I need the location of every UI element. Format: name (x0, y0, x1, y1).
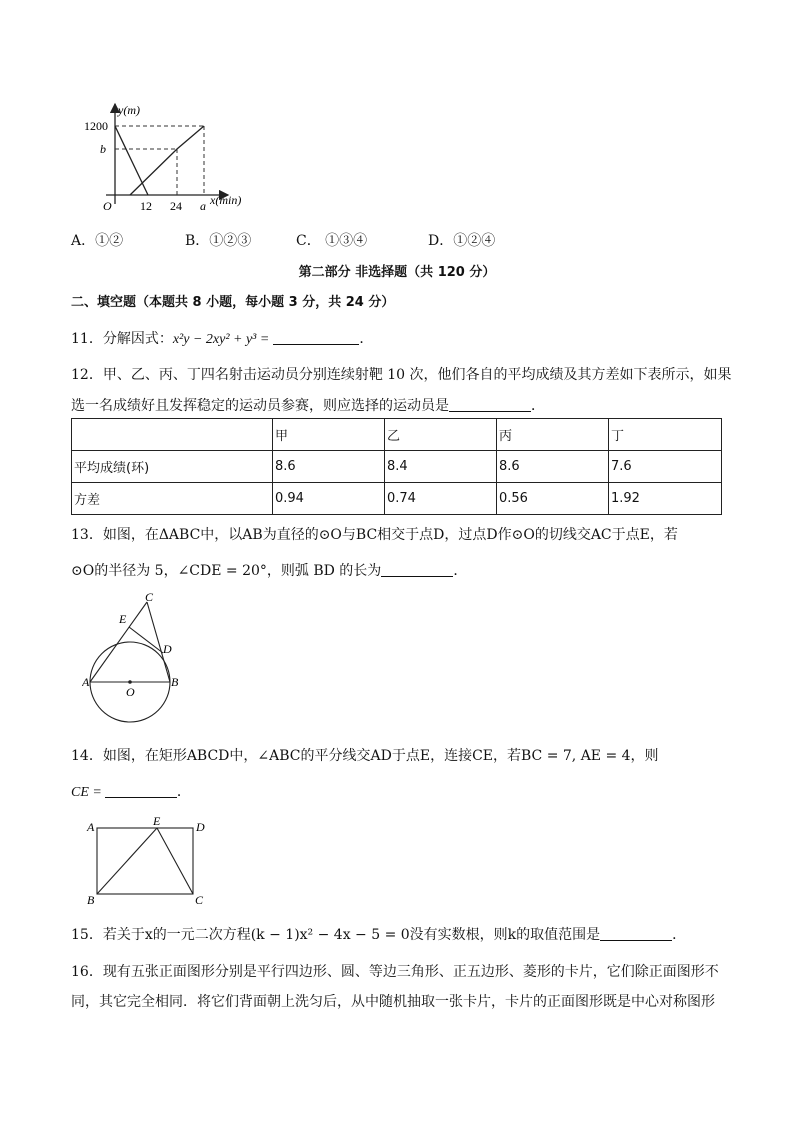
question-16-line1: 16．现有五张正面图形分别是平行四边形、圆、等边三角形、正五边形、菱形的卡片，它们除正面图形不 (71, 964, 719, 980)
segment-ce (157, 828, 193, 894)
question-12-line2 (71, 395, 545, 415)
label-o: O (126, 685, 135, 699)
table-cell: 甲 (273, 419, 385, 451)
q13-text: ⊙O的半径为 5，∠CDE = 20°，则弧 BD 的长为 (71, 563, 382, 579)
q12-suffix: ． (531, 398, 545, 414)
table-cell: 8.6 (273, 451, 385, 483)
question-14-line2 (71, 781, 191, 801)
table-cell: 丁 (609, 419, 722, 451)
option-a: A．①② (71, 233, 124, 249)
segment-be (97, 828, 157, 894)
circle-triangle-figure (82, 590, 192, 730)
option-d: D．①②④ (428, 233, 496, 249)
label-e: E (153, 815, 161, 828)
q11-expr: x²y − 2xy² + y³ = (172, 332, 270, 347)
rectangle-figure (84, 815, 214, 907)
table-cell: 0.74 (385, 483, 497, 515)
table-cell: 8.6 (497, 451, 609, 483)
label-c: C (145, 590, 154, 604)
q15-answer-blank[interactable] (600, 926, 672, 941)
q11-suffix: ． (359, 331, 374, 347)
q15-text: 15．若关于x的一元二次方程(k − 1)x² − 4x − 5 = 0没有实数根，则k的取值范围是 (71, 927, 601, 943)
table-row (72, 451, 722, 483)
q12-answer-blank[interactable] (449, 397, 531, 412)
q11-prefix: 11．分解因式： (71, 331, 173, 347)
rectangle-abcd (97, 828, 193, 894)
table-cell: 方差 (72, 483, 273, 515)
graph-line-1 (115, 126, 148, 195)
q13-answer-blank[interactable] (381, 562, 453, 577)
label-a: A (87, 820, 95, 834)
label-e: E (119, 612, 127, 626)
q14-suffix: ． (176, 784, 191, 800)
table-cell: 0.94 (273, 483, 385, 515)
q15-suffix: ． (672, 927, 687, 943)
q14-text: CE = (71, 785, 102, 800)
label-a: A (82, 675, 90, 689)
scores-table (71, 418, 722, 515)
table-cell: 0.56 (497, 483, 609, 515)
distance-time-graph (82, 100, 272, 215)
table-cell (72, 419, 273, 451)
table-cell: 平均成绩(环) (72, 451, 273, 483)
label-c: C (195, 893, 204, 907)
question-11 (71, 328, 373, 348)
question-13-line2 (71, 560, 467, 580)
q13-suffix: ． (453, 563, 468, 579)
label-d: D (196, 820, 205, 834)
option-b: B．①②③ (185, 233, 252, 249)
question-16-line2: 同，其它完全相同．将它们背面朝上洗匀后，从中随机抽取一张卡片，卡片的正面图形既是中心对称图形 (71, 994, 715, 1010)
question-12-line1: 12．甲、乙、丙、丁四名射击运动员分别连续射靶 10 次，他们各自的平均成绩及其方差如下表所示，如果 (71, 367, 732, 383)
y-tick-1200: 1200 (84, 119, 108, 133)
q11-answer-blank[interactable] (273, 330, 359, 345)
label-b: B (87, 893, 95, 907)
center-dot (128, 680, 132, 684)
table-cell: 7.6 (609, 451, 722, 483)
table-cell: 乙 (385, 419, 497, 451)
y-tick-b: b (100, 142, 106, 156)
table-cell: 1.92 (609, 483, 722, 515)
origin-label: O (103, 199, 112, 213)
label-d: D (163, 642, 172, 656)
table-cell: 丙 (497, 419, 609, 451)
label-b: B (171, 675, 179, 689)
x-tick-12: 12 (140, 199, 152, 213)
question-15 (71, 924, 686, 944)
option-c: C． ①③④ (296, 233, 368, 249)
section-title: 二、填空题（本题共 8 小题，每小题 3 分，共 24 分） (71, 295, 395, 310)
x-axis-label: x(min) (210, 193, 242, 207)
x-tick-a: a (200, 199, 206, 213)
table-cell: 8.4 (385, 451, 497, 483)
table-row (72, 483, 722, 515)
question-14-line1: 14．如图，在矩形ABCD中，∠ABC的平分线交AD于点E，连接CE，若BC = 7, AE = 4，则 (71, 748, 659, 764)
part-title: 第二部分 非选择题（共 120 分） (298, 265, 496, 280)
table-header-row (72, 419, 722, 451)
q14-answer-blank[interactable] (105, 783, 177, 798)
x-tick-24: 24 (170, 199, 182, 213)
q12-text: 选一名成绩好且发挥稳定的运动员参赛，则应选择的运动员是 (71, 398, 449, 414)
graph-line-2 (130, 126, 204, 195)
y-axis-label: y(m) (118, 103, 140, 117)
question-13-line1: 13．如图，在ΔABC中，以AB为直径的⊙O与BC相交于点D，过点D作⊙O的切线交AC于点E，若 (71, 527, 678, 543)
